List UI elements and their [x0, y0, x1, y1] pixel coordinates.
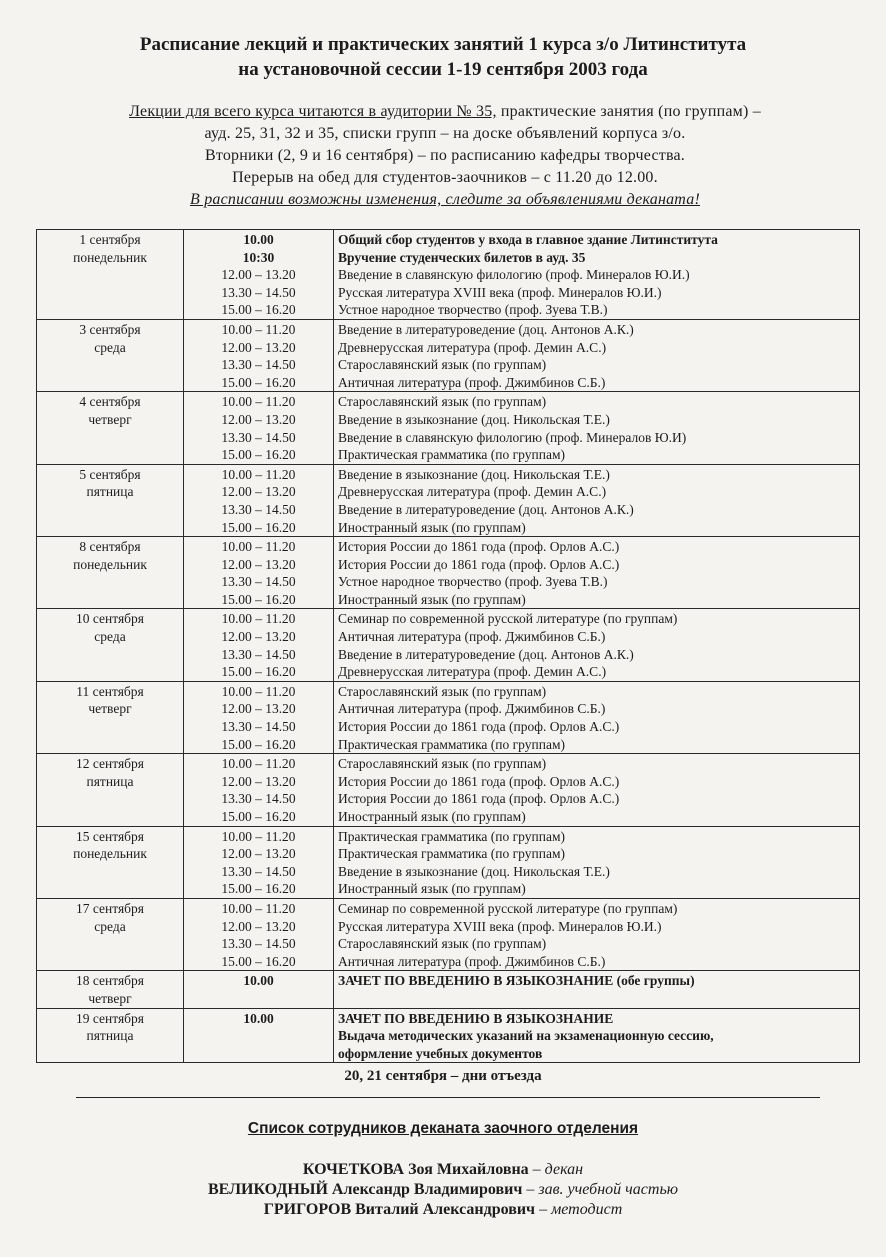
schedule-weekday: четверг: [88, 990, 132, 1006]
schedule-times-cell: [184, 537, 334, 609]
schedule-activity: Введение в славянскую филологию (проф. Минералов Ю.И): [338, 429, 687, 445]
schedule-date-cell: [37, 898, 184, 970]
schedule-weekday: среда: [94, 629, 126, 645]
schedule-activity: ЗАЧЕТ ПО ВВЕДЕНИЮ В ЯЗЫКОЗНАНИЕ (обе группы): [338, 973, 695, 989]
schedule-activity: Древнерусская литература (проф. Демин А.С.): [338, 664, 607, 680]
intro-line-1: [40, 101, 850, 123]
schedule-activities-cell: [334, 971, 860, 1008]
staff-role: зав. учебной частью: [538, 1181, 679, 1198]
schedule-date-cell: [37, 754, 184, 826]
schedule-time: 13.30 – 14.50: [221, 646, 296, 662]
intro-line-1-rest: практические занятия (по группам) –: [496, 103, 761, 120]
title-line-2: на установочной сессии 1-19 сентября 2003 года: [238, 59, 648, 80]
staff-list: [0, 1160, 886, 1220]
schedule-times-cell: [184, 1008, 334, 1063]
staff-entry: ВЕЛИКОДНЫЙ Александр Владимирович – зав. учебной частью: [207, 1181, 679, 1198]
schedule-activities-cell: [334, 754, 860, 826]
schedule-date-cell: [37, 826, 184, 898]
schedule-time: 15.00 – 16.20: [221, 519, 296, 535]
staff-role: декан: [544, 1161, 584, 1178]
intro-warning: В расписании возможны изменения, следите за объявлениями деканата!: [190, 191, 700, 208]
schedule-activity: История России до 1861 года (проф. Орлов А.С.): [338, 773, 620, 789]
schedule-time: 12.00 – 13.20: [221, 629, 296, 645]
schedule-date: 10 сентября: [75, 611, 144, 627]
schedule-weekday: среда: [94, 339, 126, 355]
schedule-date-cell: [37, 1008, 184, 1063]
schedule-row: [37, 319, 860, 391]
schedule-time: 10.00 – 11.20: [221, 394, 296, 410]
intro-line-2: ауд. 25, 31, 32 и 35, списки групп – на доске объявлений корпуса з/о.: [204, 125, 686, 142]
schedule-time: 13.30 – 14.50: [221, 719, 296, 735]
schedule-time: 10.00 – 11.20: [221, 539, 296, 555]
schedule-time: 15.00 – 16.20: [221, 881, 296, 897]
schedule-date-cell: [37, 464, 184, 536]
schedule-weekday: четверг: [88, 701, 132, 717]
schedule-activity: Старославянский язык (по группам): [338, 683, 547, 699]
schedule-time: 12.00 – 13.20: [221, 846, 296, 862]
schedule-time: 13.30 – 14.50: [221, 429, 296, 445]
schedule-activity: Введение в славянскую филологию (проф. Минералов Ю.И.): [338, 267, 690, 283]
schedule-activity: Выдача методических указаний на экзаменационную сессию,: [338, 1028, 714, 1044]
schedule-activities-cell: [334, 898, 860, 970]
schedule-activity: Устное народное творчество (проф. Зуева Т.В.): [338, 302, 608, 318]
schedule-row: [37, 464, 860, 536]
schedule-date: 1 сентября: [79, 232, 141, 247]
intro-line-4: Перерыв на обед для студентов-заочников – с 11.20 до 12.00.: [232, 169, 658, 186]
schedule-activity: Древнерусская литература (проф. Демин А.С.): [338, 484, 607, 500]
staff-role: методист: [551, 1201, 623, 1218]
schedule-row: [37, 537, 860, 609]
schedule-activity: История России до 1861 года (проф. Орлов А.С.): [338, 556, 620, 572]
staff-name: ГРИГОРОВ Виталий Александрович: [263, 1201, 536, 1218]
schedule-date: 19 сентября: [75, 1010, 144, 1026]
schedule-time: 13.30 – 14.50: [221, 791, 296, 807]
schedule-activity: Русская литература XVIII века (проф. Минералов Ю.И.): [338, 284, 662, 300]
schedule-time: 15.00 – 16.20: [221, 591, 296, 607]
schedule-time: 10.00 – 11.20: [221, 828, 296, 844]
schedule-activities-cell: [334, 464, 860, 536]
schedule-activity: История России до 1861 года (проф. Орлов А.С.): [338, 719, 620, 735]
schedule-weekday: четверг: [88, 411, 132, 427]
schedule-times-cell: [184, 230, 334, 320]
schedule-weekday: пятница: [86, 773, 134, 789]
schedule-time: 15.00 – 16.20: [221, 302, 296, 318]
schedule-activities-cell: [334, 681, 860, 753]
schedule-date-cell: [37, 230, 184, 320]
schedule-activity: Введение в языкознание (доц. Никольская Т.Е.): [338, 863, 610, 879]
schedule-weekday: понедельник: [73, 556, 147, 572]
schedule-time: 10.00 – 11.20: [221, 756, 296, 772]
schedule-activity: Старославянский язык (по группам): [338, 394, 547, 410]
schedule-activity: Введение в языкознание (доц. Никольская Т.Е.): [338, 466, 610, 482]
schedule-activity: Устное народное творчество (проф. Зуева Т.В.): [338, 574, 608, 590]
schedule-date: 4 сентября: [79, 394, 141, 410]
schedule-activity: Античная литература (проф. Джимбинов С.Б.): [338, 953, 606, 969]
schedule-time: 10.00: [243, 973, 274, 989]
staff-name: КОЧЕТКОВА Зоя Михайловна: [302, 1161, 529, 1178]
schedule-activity: Иностранный язык (по группам): [338, 881, 526, 897]
schedule-activities-cell: [334, 609, 860, 681]
schedule-time: 10.00 – 11.20: [221, 611, 296, 627]
schedule-times-cell: [184, 464, 334, 536]
schedule-activity: Старославянский язык (по группам): [338, 756, 547, 772]
schedule-times-cell: [184, 754, 334, 826]
schedule-activity: Общий сбор студентов у входа в главное здание Литинститута: [338, 232, 718, 247]
schedule-activity: Вручение студенческих билетов в ауд. 35: [338, 249, 586, 265]
schedule-activity: Практическая грамматика (по группам): [338, 736, 565, 752]
divider: [76, 1097, 820, 1098]
schedule-activity: Введение в литературоведение (доц. Антонов А.К.): [338, 646, 634, 662]
schedule-time: 10.00: [243, 1010, 274, 1026]
schedule-row: [37, 681, 860, 753]
schedule-activity: оформление учебных документов: [338, 1045, 543, 1061]
schedule-activity: Античная литература (проф. Джимбинов С.Б.): [338, 629, 606, 645]
schedule-time: 12.00 – 13.20: [221, 556, 296, 572]
schedule-row: [37, 754, 860, 826]
schedule-activity: Практическая грамматика (по группам): [338, 828, 565, 844]
schedule-times-cell: [184, 609, 334, 681]
schedule-activity: Практическая грамматика (по группам): [338, 846, 565, 862]
schedule-row: [37, 230, 860, 320]
schedule-times-cell: [184, 826, 334, 898]
schedule-times-cell: [184, 898, 334, 970]
schedule-activity: Иностранный язык (по группам): [338, 519, 526, 535]
schedule-activity: Русская литература XVIII века (проф. Минералов Ю.И.): [338, 918, 662, 934]
schedule-time: 12.00 – 13.20: [221, 484, 296, 500]
schedule-table: [36, 229, 860, 1063]
schedule-date: 11 сентября: [76, 683, 144, 699]
schedule-time: 15.00 – 16.20: [221, 809, 296, 824]
schedule-activity: Иностранный язык (по группам): [338, 591, 526, 607]
schedule-row: [37, 392, 860, 464]
schedule-weekday: среда: [94, 918, 126, 934]
staff-heading: Список сотрудников деканата заочного отделения: [247, 1120, 639, 1137]
schedule-weekday: понедельник: [73, 249, 147, 265]
schedule-time: 15.00 – 16.20: [221, 374, 296, 390]
schedule-date: 5 сентября: [79, 466, 141, 482]
intro-line-3: Вторники (2, 9 и 16 сентября) – по расписанию кафедры творчества.: [204, 147, 685, 164]
schedule-time: 12.00 – 13.20: [221, 701, 296, 717]
schedule-time: 13.30 – 14.50: [221, 574, 296, 590]
schedule-time: 10.00 – 11.20: [221, 900, 296, 916]
schedule-activities-cell: [334, 319, 860, 391]
schedule-time: 15.00 – 16.20: [221, 736, 296, 752]
schedule-time: 15.00 – 16.20: [221, 953, 296, 969]
schedule-weekday: пятница: [86, 484, 134, 500]
schedule-row: [37, 609, 860, 681]
schedule-date: 3 сентября: [79, 321, 141, 337]
schedule-activity: Старославянский язык (по группам): [338, 936, 547, 952]
schedule-time: 15.00 – 16.20: [221, 447, 296, 463]
schedule-weekday: понедельник: [73, 846, 147, 862]
schedule-date-cell: [37, 319, 184, 391]
schedule-time: 10.00 – 11.20: [221, 321, 296, 337]
schedule-date: 8 сентября: [79, 539, 141, 555]
schedule-activity: Практическая грамматика (по группам): [338, 447, 565, 463]
schedule-table-body: [37, 230, 860, 1063]
departure-note: 20, 21 сентября – дни отъезда: [344, 1068, 542, 1084]
schedule-time: 12.00 – 13.20: [221, 339, 296, 355]
schedule-time: 13.30 – 14.50: [221, 863, 296, 879]
schedule-activities-cell: [334, 392, 860, 464]
schedule-activities-cell: [334, 826, 860, 898]
schedule-date-cell: [37, 971, 184, 1008]
schedule-date-cell: [37, 681, 184, 753]
schedule-activity: Введение в языкознание (доц. Никольская Т.Е.): [338, 411, 610, 427]
schedule-times-cell: [184, 392, 334, 464]
schedule-activity: Иностранный язык (по группам): [338, 809, 526, 824]
staff-name: ВЕЛИКОДНЫЙ Александр Владимирович: [207, 1181, 523, 1198]
schedule-date: 15 сентября: [75, 828, 144, 844]
schedule-time: 13.30 – 14.50: [221, 501, 296, 517]
schedule-date-cell: [37, 392, 184, 464]
schedule-activity: История России до 1861 года (проф. Орлов А.С.): [338, 539, 620, 555]
schedule-time: 10:30: [242, 249, 275, 265]
schedule-activity: Старославянский язык (по группам): [338, 357, 547, 373]
schedule-activity: Введение в литературоведение (доц. Антонов А.К.): [338, 501, 634, 517]
staff-entry: КОЧЕТКОВА Зоя Михайловна – декан: [302, 1161, 584, 1178]
schedule-activities-cell: [334, 1008, 860, 1063]
schedule-time: 13.30 – 14.50: [221, 357, 296, 373]
schedule-times-cell: [184, 681, 334, 753]
staff-entry: ГРИГОРОВ Виталий Александрович – методист: [263, 1201, 623, 1218]
schedule-activity: Семинар по современной русской литературе (по группам): [338, 900, 678, 916]
schedule-activity: История России до 1861 года (проф. Орлов А.С.): [338, 791, 620, 807]
schedule-row: [37, 898, 860, 970]
schedule-time: 12.00 – 13.20: [221, 773, 296, 789]
schedule-time: 10.00 – 11.20: [221, 466, 296, 482]
schedule-date: 18 сентября: [75, 973, 144, 989]
schedule-activity: Античная литература (проф. Джимбинов С.Б.): [338, 374, 606, 390]
schedule-date-cell: [37, 609, 184, 681]
schedule-time: 12.00 – 13.20: [221, 267, 296, 283]
schedule-weekday: пятница: [86, 1028, 134, 1044]
schedule-activities-cell: [334, 230, 860, 320]
schedule-time: 12.00 – 13.20: [221, 411, 296, 427]
schedule-row: [37, 1008, 860, 1063]
schedule-times-cell: [184, 971, 334, 1008]
schedule-date: 17 сентября: [75, 900, 144, 916]
schedule-date-cell: [37, 537, 184, 609]
schedule-activity: Античная литература (проф. Джимбинов С.Б.): [338, 701, 606, 717]
intro-line-1-underlined: Лекции для всего курса читаются в аудитории № 35,: [129, 103, 497, 120]
schedule-time: 15.00 – 16.20: [221, 664, 296, 680]
schedule-activity: Введение в литературоведение (доц. Антонов А.К.): [338, 321, 634, 337]
schedule-activity: ЗАЧЕТ ПО ВВЕДЕНИЮ В ЯЗЫКОЗНАНИЕ: [338, 1010, 614, 1026]
schedule-activity: Семинар по современной русской литературе (по группам): [338, 611, 678, 627]
schedule-time: 10.00 – 11.20: [221, 683, 296, 699]
schedule-time: 12.00 – 13.20: [221, 918, 296, 934]
schedule-activity: Древнерусская литература (проф. Демин А.С.): [338, 339, 607, 355]
schedule-time: 13.30 – 14.50: [221, 284, 296, 300]
schedule-time: 10.00: [243, 232, 274, 247]
intro-paragraph: [40, 101, 850, 211]
title-line-1: Расписание лекций и практических занятий 1 курса з/о Литинститута: [139, 34, 747, 55]
schedule-time: 13.30 – 14.50: [221, 936, 296, 952]
document-title: [60, 32, 826, 82]
schedule-date: 12 сентября: [75, 756, 144, 772]
schedule-row: [37, 971, 860, 1008]
schedule-row: [37, 826, 860, 898]
schedule-activities-cell: [334, 537, 860, 609]
schedule-times-cell: [184, 319, 334, 391]
